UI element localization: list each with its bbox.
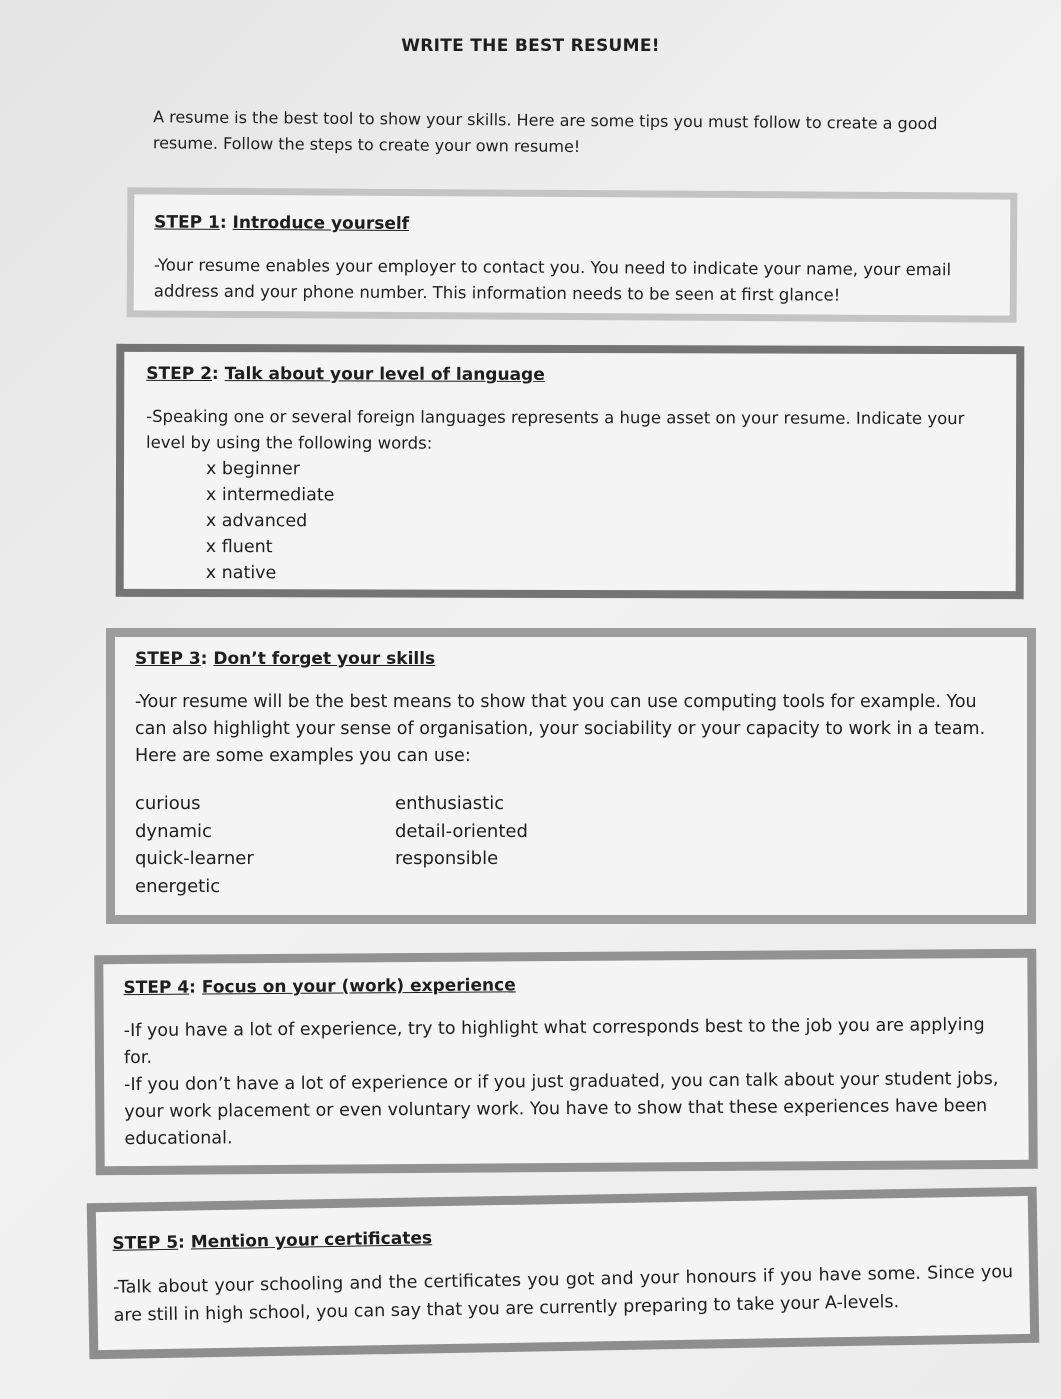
step-5-text: -Talk about your schooling and the certificates you got and your honours if you have some. Since you are still in high school, you can say that you are currently preparing to take your A-levels. [113,1262,1014,1326]
skill-word: dynamic [135,820,212,842]
list-item: x beginner [205,459,300,480]
skill-word: quick-learner [135,848,254,869]
step-label: STEP 2 [146,363,212,385]
step-label: STEP 3 [135,649,201,669]
skill-word: enthusiastic [395,793,505,814]
step-2-box [116,344,1025,599]
step-2-text: -Speaking one or several foreign languages represents a huge asset on your resume. Indicate your level by using the following words: [146,406,965,453]
step-title: Don’t forget your skills [213,649,436,669]
step-title: Introduce yourself [232,212,410,235]
list-item: x native [205,563,277,584]
step-title: Focus on your (work) experience [201,975,516,998]
step-2-heading: STEP 2: Talk about your level of language [146,363,545,385]
step-1-text: -Your resume enables your employer to contact you. You need to indicate your name, your email address and your phone number. This information needs to be seen at first glance! [153,255,952,305]
skill-word: detail-oriented [395,820,528,842]
list-item: x intermediate [205,485,335,506]
step-3-text: -Your resume will be the best means to show that you can use computing tools for example. You can also highlight your sense of organisation, your sociability or your capacity to work in a team. Here are some examples you can use: [135,692,986,766]
step-label: STEP 5 [112,1232,179,1254]
list-item: x advanced [205,511,308,532]
step-3-heading: STEP 3: Don’t forget your skills [135,649,436,669]
step-4-box [94,949,1038,1176]
language-levels-list [146,456,994,588]
step-3-box [106,628,1036,924]
intro-paragraph: A resume is the best tool to show your skills. Here are some tips you must follow to create a good resume. Follow the steps to create your own resume! [152,107,938,157]
step-1-heading: STEP 1: Introduce yourself [154,212,410,235]
skill-word: curious [135,793,201,814]
step-title: Talk about your level of language [224,364,545,385]
list-item: x fluent [205,537,273,558]
skill-word: energetic [135,875,221,897]
paragraph: -If you don’t have a lot of experience or if you just graduated, you can talk about your student jobs, your work placement or even voluntary work. You have to show that these experiences have been educational. [124,1068,999,1150]
paragraph: -If you have a lot of experience, try to highlight what corresponds best to the job you are applying for. [123,1015,985,1069]
skill-word: responsible [395,848,499,869]
step-1-box [127,187,1018,322]
step-label: STEP 1 [154,212,220,233]
step-label: STEP 4 [123,977,190,999]
step-4-heading: STEP 4: Focus on your (work) experience [123,975,516,999]
step-title: Mention your certificates [190,1228,433,1253]
skills-grid [135,790,1007,900]
step-5-box [87,1187,1040,1360]
page-title: WRITE THE BEST RESUME! [401,36,660,56]
step-4-text [124,1012,1009,1153]
step-5-heading: STEP 5: Mention your certificates [112,1228,433,1254]
